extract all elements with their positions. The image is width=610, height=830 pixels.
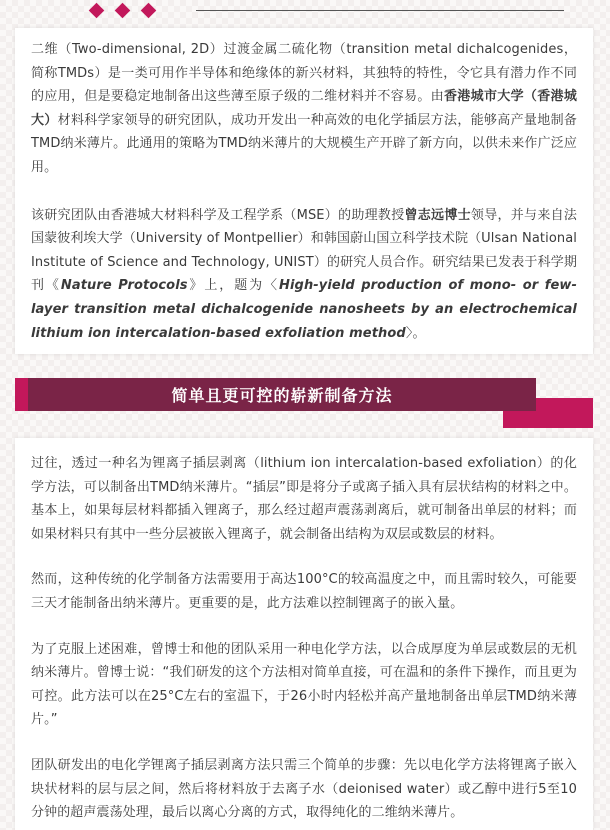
section-paragraph-2: 然而，这种传统的化学制备方法需要用于高达100°C的较高温度之中，而且需时较久，可能要三天才能制备出纳米薄片。更重要的是，此方法难以控制锂离子的嵌入量。 <box>31 572 577 611</box>
diamond-icon <box>141 3 157 19</box>
section-title: 简单且更可控的崭新制备方法 <box>171 386 393 405</box>
title-accent-left <box>15 378 28 411</box>
intro-paragraph-1 <box>31 38 577 180</box>
text-segment: 领导，并与来自法国蒙彼利埃大学（University of Montpellier）和韩国蔚山国立科学技术院（Ulsan National Institute of Science and Technology, UNIST）的研究人员合作。研究结果已发表于科学期刊《 <box>31 207 577 294</box>
text-segment: 该研究团队由香港城大材料科学及工程学系（MSE）的助理教授 <box>31 207 405 223</box>
section-title-bar <box>28 378 536 411</box>
section-paragraph-4: 团队研发出的电化学锂离子插层剥离方法只需三个简单的步骤：先以电化学方法将锂离子嵌入块状材料的层与层之间，然后将材料放于去离子水（deionised water）或乙醇中进行5至10分钟的超声震荡处理，最后以离心分离的方式，取得纯化的二维纳米薄片。 <box>31 757 577 821</box>
text-segment: 二维（Two-dimensional, 2D）过渡金属二硫化物（transition metal dichalcogenides，简称TMDs）是一类可用作半导体和绝缘体的新兴材料，其独特的特性，令它具有潜力作不同的应用，但是要稳定地制备出这些薄至原子级的二维材料并不容易。由 <box>31 42 577 105</box>
diamond-icon <box>115 3 131 19</box>
intro-paragraph-2 <box>31 204 577 346</box>
text-segment: 》上，题为〈 <box>187 278 279 294</box>
section-paragraph-1: 过往，透过一种名为锂离子插层剥离（lithium ion intercalation-based exfoliation）的化学方法，可以制备出TMD纳米薄片。“插层”即是将分子或离子插入具有层状结构的材料之中。基本上，如果每层材料都插入锂离子，那么经过超声震荡剥离后，就可制备出单层的材料；而如果材料只有其中一些分层被嵌入锂离子，就会制备出结构为双层或数层的材料。 <box>31 456 577 542</box>
text-segment: 〉。 <box>405 325 426 341</box>
university-name: 香港城市大学（香港城大） <box>31 89 577 128</box>
journal-name: Nature Protocols <box>60 278 188 294</box>
divider-line <box>196 10 564 11</box>
paper-title: High-yield production of mono- or few-layer transition metal dichalcogenide nanosheets by an electrochemical lithium ion intercalation-based exfoliation method <box>31 278 577 341</box>
section-header <box>0 374 610 430</box>
researcher-name: 曾志远博士 <box>404 207 471 223</box>
intro-card <box>15 28 593 354</box>
text-segment: 材料科学家领导的研究团队，成功开发出一种高效的电化学插层方法，能够高产量地制备TMD纳米薄片。此通用的策略为TMD纳米薄片的大规模生产开辟了新方向，以供未来作广泛应用。 <box>31 112 578 175</box>
top-decoration <box>0 0 610 26</box>
section-paragraph-3: 为了克服上述困难，曾博士和他的团队采用一种电化学方法，以合成厚度为单层或数层的无机纳米薄片。曾博士说：“我们研发的这个方法相对简单直接，可在温和的条件下操作，而且更为可控。此方法可以在25°C左右的室温下，于26小时内轻松并高产量地制备出单层TMD纳米薄片。” <box>31 641 577 728</box>
section-card <box>15 438 593 830</box>
diamond-icon <box>89 3 105 19</box>
